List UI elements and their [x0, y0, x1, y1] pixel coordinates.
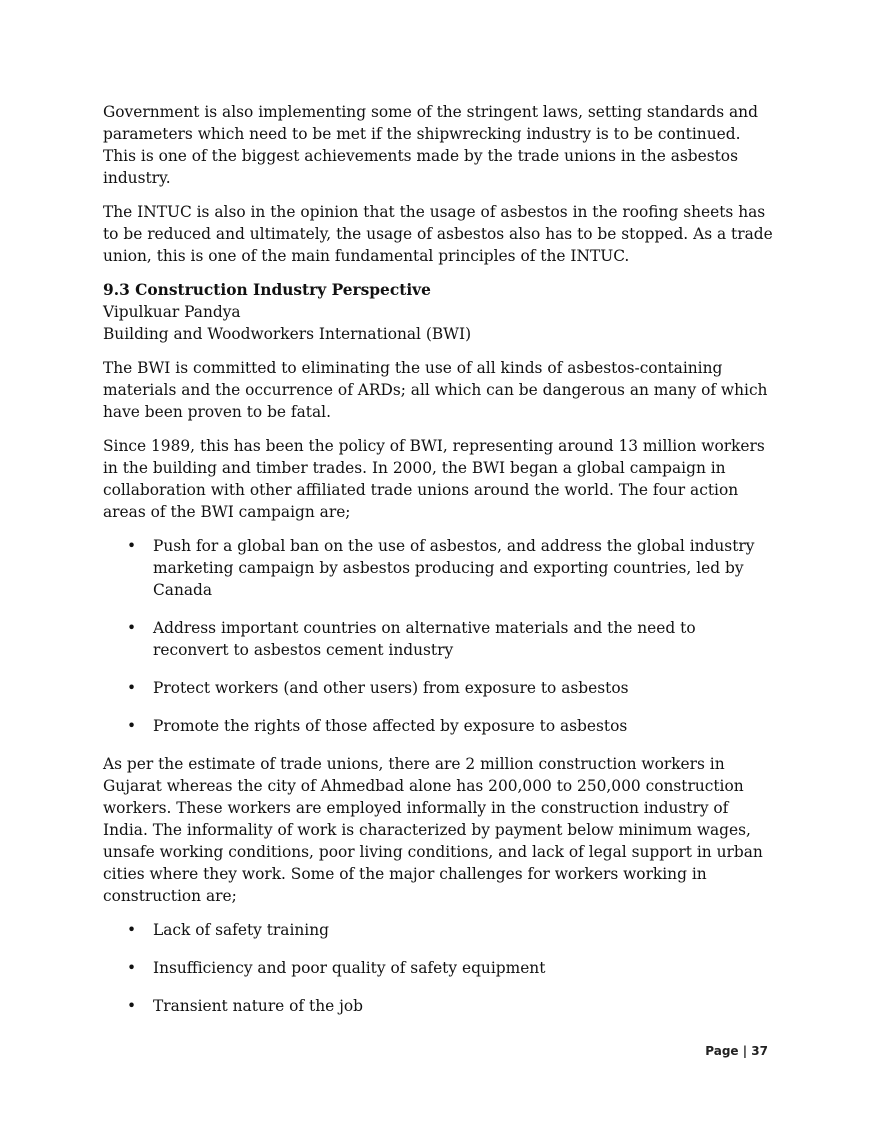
paragraph-gujarat-workers: As per the estimate of trade unions, there are 2 million construction workers in Gujarat whereas the city of Ahmedbad alone has 200,000 to 250,000 construction workers. These workers are employed informally in the construction industry of India. The informality of work is characterized by payment below minimum wages, unsafe working conditions, poor living conditions, and lack of legal support in urban cities where they work. Some of the major challenges for workers working in construction are; [103, 755, 763, 905]
paragraph-shipwrecking-laws: Government is also implementing some of the stringent laws, setting standards and parameters which need to be met if the shipwrecking industry is to be continued. This is one of the biggest achievements made by the trade unions in the asbestos industry. [103, 103, 758, 187]
list-item [103, 677, 775, 699]
list-item-text: Insufficiency and poor quality of safety equipment [153, 959, 546, 977]
page-number: Page | 37 [705, 1044, 768, 1058]
list-item-text: Lack of safety training [153, 921, 329, 939]
list-item-text: Transient nature of the job [153, 997, 364, 1015]
author-organization: Building and Woodworkers International (BWI) [103, 325, 472, 343]
bullet-icon: • [127, 959, 137, 977]
list-item [103, 995, 775, 1017]
bullet-icon: • [127, 997, 137, 1015]
paragraph-bwi-policy: Since 1989, this has been the policy of BWI, representing around 13 million workers in the building and timber trades. In 2000, the BWI began a global campaign in collaboration with other affiliated trade unions around the world. The four action areas of the BWI campaign are; [103, 437, 765, 521]
list-item [103, 617, 775, 661]
list-item-text: Address important countries on alternative materials and the need to reconvert to asbestos cement industry [153, 619, 696, 659]
bwi-action-areas-list [103, 535, 775, 737]
list-item-text: Promote the rights of those affected by exposure to asbestos [153, 717, 628, 735]
list-item-text: Push for a global ban on the use of asbestos, and address the global industry marketing campaign by asbestos producing and exporting countries, led by Canada [153, 537, 755, 599]
list-item [103, 535, 775, 601]
list-item [103, 919, 775, 941]
list-item [103, 715, 775, 737]
paragraph-bwi-commitment: The BWI is committed to eliminating the use of all kinds of asbestos-containing materials and the occurrence of ARDs; all which can be dangerous an many of which have been proven to be fatal. [103, 359, 768, 421]
author-name: Vipulkuar Pandya [103, 303, 241, 321]
paragraph-intuc-opinion: The INTUC is also in the opinion that the usage of asbestos in the roofing sheets has to be reduced and ultimately, the usage of asbestos also has to be stopped. As a trade union, this is one of the main fundamental principles of the INTUC. [103, 203, 773, 265]
list-item [103, 957, 775, 979]
page-body [103, 101, 775, 1033]
bullet-icon: • [127, 619, 137, 637]
section-construction-perspective [103, 279, 775, 345]
bullet-icon: • [127, 717, 137, 735]
section-heading: 9.3 Construction Industry Perspective [103, 281, 431, 299]
bullet-icon: • [127, 679, 137, 697]
bullet-icon: • [127, 537, 137, 555]
bullet-icon: • [127, 921, 137, 939]
worker-challenges-list [103, 919, 775, 1017]
list-item-text: Protect workers (and other users) from exposure to asbestos [153, 679, 629, 697]
